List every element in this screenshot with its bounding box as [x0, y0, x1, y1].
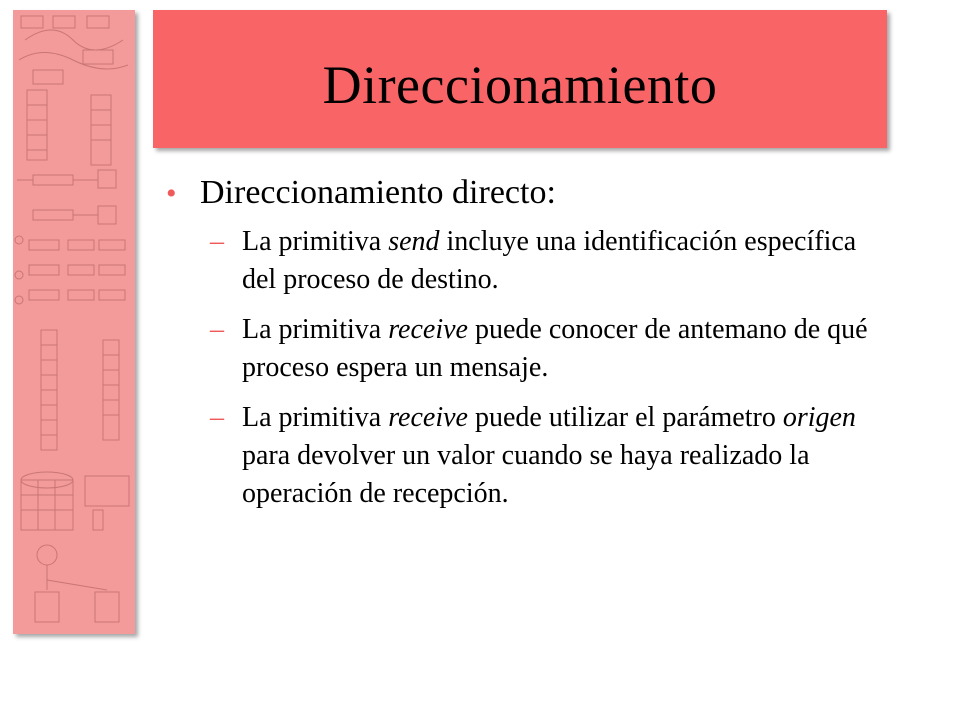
- slide-title: Direccionamiento: [322, 55, 718, 115]
- text-fragment: puede utilizar el parámetro: [467, 402, 783, 433]
- sub-bullet-receive-known: [210, 311, 886, 387]
- italic-term: receive: [388, 402, 468, 433]
- dash-marker: –: [210, 226, 224, 257]
- sub-bullet-receive-origin: [210, 399, 886, 513]
- bullet-marker: •: [166, 177, 177, 210]
- text-fragment: La primitiva: [242, 314, 389, 345]
- faded-diagram-graphic: [13, 10, 135, 634]
- text-fragment: incluye una identificación específica del proceso de destino.: [242, 226, 857, 295]
- sub-bullet-text: [242, 311, 886, 387]
- text-fragment: La primitiva: [242, 226, 389, 257]
- sub-bullet-text: [242, 223, 886, 299]
- text-fragment: para devolver un valor cuando se haya realizado la operación de recepción.: [242, 440, 810, 509]
- italic-term: receive: [388, 314, 468, 345]
- slide-title-box: [153, 10, 887, 148]
- sub-bullet-send: [210, 223, 886, 299]
- text-fragment: La primitiva: [242, 402, 389, 433]
- italic-term: origen: [782, 402, 856, 433]
- main-bullet-text: Direccionamiento directo:: [200, 174, 556, 211]
- sub-bullet-text: [242, 399, 886, 513]
- text-fragment: puede conocer de antemano de qué proceso espera un mensaje.: [242, 314, 868, 383]
- dash-marker: –: [210, 314, 224, 345]
- sub-bullet-list: [166, 223, 886, 513]
- main-bullet: [166, 170, 886, 217]
- dash-marker: –: [210, 402, 224, 433]
- decorative-diagram-strip: [13, 10, 135, 634]
- slide-body: [166, 170, 886, 525]
- italic-term: send: [388, 226, 440, 257]
